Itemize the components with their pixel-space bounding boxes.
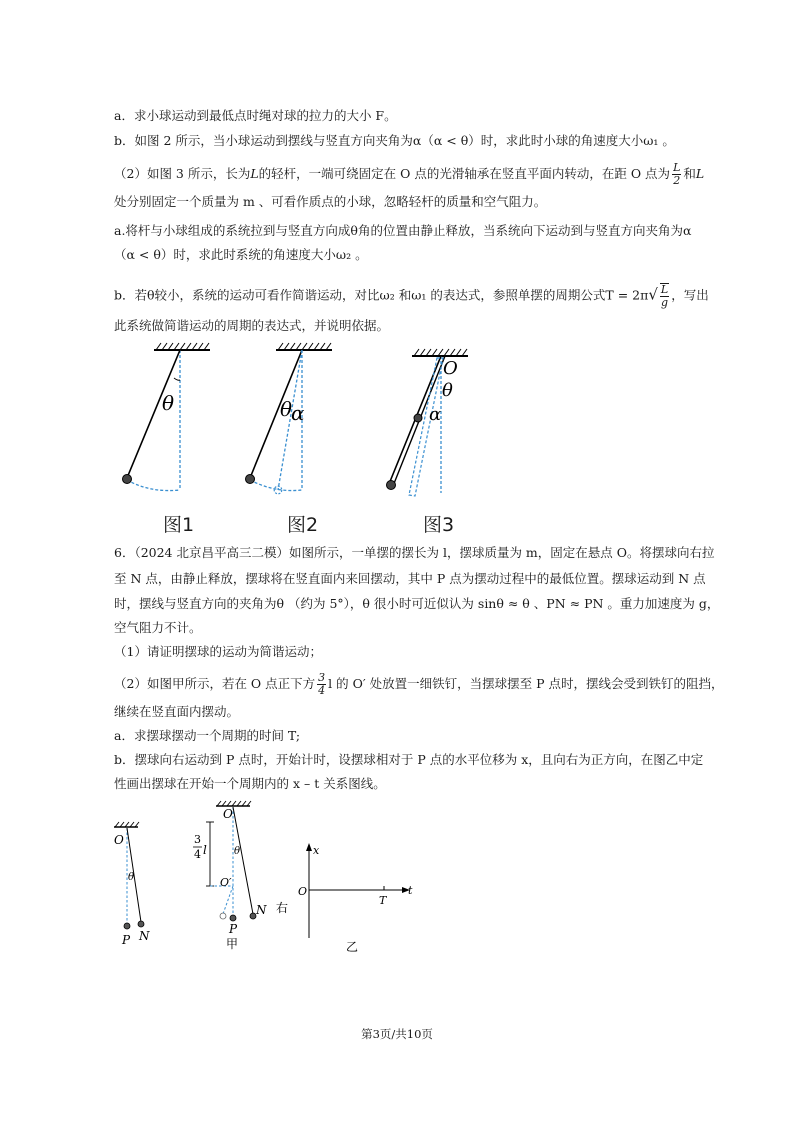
question-2a-line-2: （α < θ）时，求此时系统的角速度大小ω₂ 。 xyxy=(114,247,368,262)
theta-label-6: θ xyxy=(128,872,135,883)
N-label: N xyxy=(139,929,150,943)
T-tick-label: T xyxy=(379,894,387,907)
q6-part-b-line-1: b．摆球向右运动到 P 点时，开始计时，设摆球相对于 P 点的水平位移为 x，且向右为正方向，在图乙中定 xyxy=(114,752,704,767)
O-prime-label: O′ xyxy=(220,876,232,889)
question-b: b．如图 2 所示，当小球运动到摆线与竖直方向夹角为α（α < θ）时，求此时小球的角速度大小ω₁ 。 xyxy=(114,133,675,148)
q6-line-4: 空气阻力不计。 xyxy=(114,620,202,635)
frac-3-label: 3 xyxy=(194,833,201,846)
q6-line-1: 6．（2024 北京昌平高三二模）如图所示，一单摆的摆长为 l，摆球质量为 m，固定在悬点 O。将摆球向右拉 xyxy=(114,545,715,560)
q6-part-b-line-2: 性画出摆球在开始一个周期内的 x – t 关系图线。 xyxy=(114,776,386,791)
caption-figure-2: 图2 xyxy=(287,514,319,536)
question-2a-line-1: a.将杆与小球组成的系统拉到与竖直方向成θ角的位置由静止释放，当系统向下运动到与竖直方向夹角为α xyxy=(114,223,692,238)
yi-caption: 乙 xyxy=(346,940,359,954)
theta-label-2: θ xyxy=(280,397,293,421)
theta-label: θ xyxy=(162,391,175,415)
question-2-line-2: 处分别固定一个质量为 m 、可看作质点的小球，忽略轻杆的质量和空气阻力。 xyxy=(114,194,547,209)
q6-part-2-line-1: （2）如图甲所示，若在 O 点正下方 $\frac{3}{4}$ l 的 O′ 处放置一细铁钉，当摆球摆至 P 点时，摆线会受到铁钉的阻挡， xyxy=(114,671,724,697)
pendulum-figures xyxy=(110,338,490,498)
figure-2-diagram xyxy=(246,343,333,494)
sqrt-symbol: √ xyxy=(648,285,658,304)
theta-label-jia: θ xyxy=(234,846,241,857)
fraction-L-over-g: $\frac{L}{g}$ xyxy=(660,283,669,309)
q6-line-3: 时，摆线与竖直方向的夹角为θ （约为 5°），θ 很小时可近似认为 sinθ ≈ θ 、PN ≈ PN 。重力加速度为 g， xyxy=(114,596,720,611)
caption-figure-1: 图1 xyxy=(163,514,195,536)
x-axis-label: x xyxy=(313,844,320,857)
P-label-jia: P xyxy=(229,922,238,936)
figure-3-diagram xyxy=(387,349,469,496)
jia-caption: 甲 xyxy=(226,937,239,951)
N-label-jia: N xyxy=(256,903,267,917)
caption-figure-3: 图3 xyxy=(423,514,455,536)
O-label: O xyxy=(114,833,124,847)
question-a: a．求小球运动到最低点时绳对球的拉力的大小 F。 xyxy=(114,108,397,123)
P-label: P xyxy=(122,933,131,947)
question-2b-line-1: b．若θ较小，系统的运动可看作简谐运动，对比ω₂ 和ω₁ 的表达式，参照单摆的周期公式T = 2π√ $\frac{L}{g}$ ，写出 xyxy=(114,283,709,309)
q6-line-2: 至 N 点，由静止释放，摆球将在竖直面内来回摆动，其中 P 点为摆动过程中的最低位置。摆球运动到 N 点 xyxy=(114,571,706,586)
figure-1-diagram xyxy=(123,343,211,491)
q6-part-1: （1）请证明摆球的运动为简谐运动； xyxy=(114,644,322,659)
fraction-L-over-2: $\frac{L}{2}$ xyxy=(673,161,681,187)
q6-part-2-line-2: 继续在竖直面内摆动。 xyxy=(114,704,240,719)
theta-label-3: θ xyxy=(442,380,453,401)
right-direction-label: 右 xyxy=(276,901,289,915)
simple-pendulum-diagram xyxy=(114,822,150,947)
frac-4-label: 4 xyxy=(194,848,201,861)
alpha-label-3: α xyxy=(429,404,442,425)
O-label-3: O xyxy=(443,358,458,379)
x-t-axes xyxy=(298,843,413,954)
nail-pendulum-diagram xyxy=(193,801,288,951)
q6-figures xyxy=(108,798,428,958)
origin-label: O xyxy=(298,885,308,898)
alpha-label-2: α xyxy=(291,401,305,425)
page-footer: 第3页/共10页 xyxy=(361,1027,433,1041)
q6-part-a: a．求摆球摆动一个周期的时间 T; xyxy=(114,728,301,743)
l-label: l xyxy=(203,843,207,857)
question-2-line-1: （2）如图 3 所示，长为L的轻杆，一端可绕固定在 O 点的光滑轴承在竖直平面内转动，在距 O 点为 $\frac{L}{2}$ 和L xyxy=(114,161,705,187)
fraction-3-over-4: $\frac{3}{4}$ xyxy=(318,671,326,697)
t-axis-label: t xyxy=(408,884,413,897)
question-2b-line-2: 此系统做简谐运动的周期的表达式，并说明依据。 xyxy=(114,318,390,333)
O-label-jia: O xyxy=(223,807,233,821)
